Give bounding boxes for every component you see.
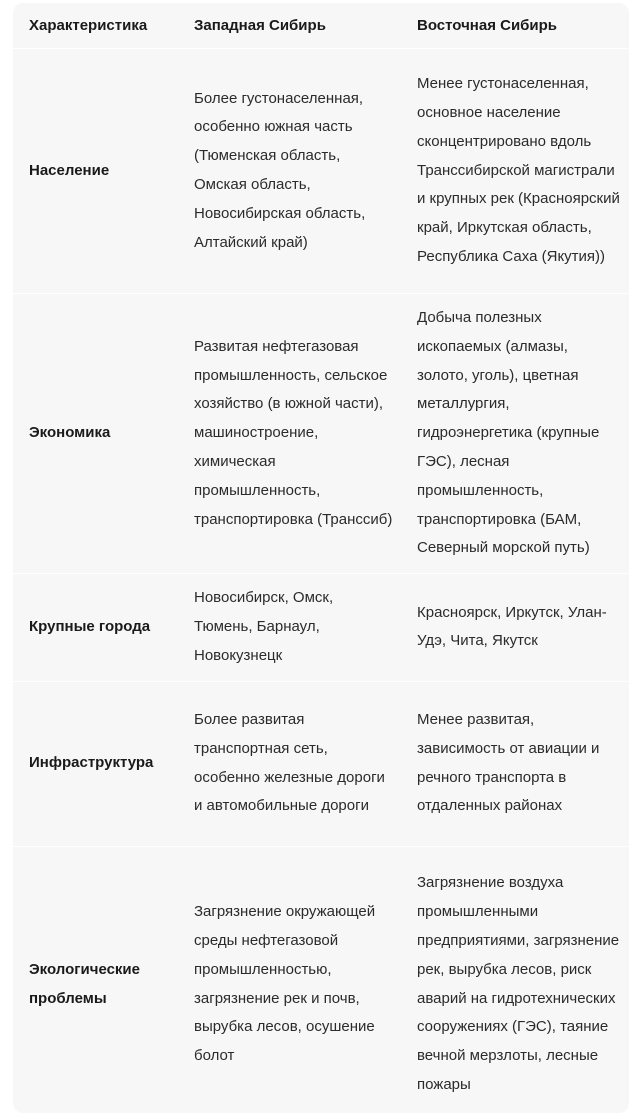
table-row: [13, 574, 629, 681]
row-west-value: Более развитая транспортная сеть, особенно железные дороги и автомобильные дороги: [178, 681, 401, 846]
table-row: [13, 846, 629, 1113]
row-east-value: Менее развитая, зависимость от авиации и речного транспорта в отдаленных районах: [401, 681, 629, 846]
row-characteristic: Инфраструктура: [13, 681, 178, 846]
row-characteristic: Крупные города: [13, 574, 178, 681]
row-east-value: Добыча полезных ископаемых (алмазы, золото, уголь), цветная металлургия, гидроэнергетика (крупные ГЭС), лесная промышленность, транспортировка (БАМ, Северный морской путь): [401, 294, 629, 574]
row-east-value: Менее густонаселенная, основное население сконцентрировано вдоль Транссибирской магистрали и крупных рек (Красноярский край, Иркутская область, Республика Саха (Якутия)): [401, 49, 629, 294]
comparison-table-container: [13, 3, 629, 1113]
table-header-row: [13, 3, 629, 49]
row-west-value: Развитая нефтегазовая промышленность, сельское хозяйство (в южной части), машиностроение, химическая промышленность, транспортировка (Транссиб): [178, 294, 401, 574]
row-characteristic: Население: [13, 49, 178, 294]
header-west-siberia: Западная Сибирь: [194, 17, 326, 34]
header-characteristic: Характеристика: [29, 17, 148, 34]
table-row: [13, 681, 629, 846]
row-west-value: Новосибирск, Омск, Тюмень, Барнаул, Новокузнецк: [178, 574, 401, 681]
row-characteristic: Экологические проблемы: [13, 846, 178, 1113]
row-east-value: Красноярск, Иркутск, Улан-Удэ, Чита, Якутск: [401, 574, 629, 681]
header-east-siberia: Восточная Сибирь: [417, 17, 558, 34]
table-row: [13, 294, 629, 574]
row-characteristic: Экономика: [13, 294, 178, 574]
row-west-value: Более густонаселенная, особенно южная часть (Тюменская область, Омская область, Новосибирская область, Алтайский край): [178, 49, 401, 294]
row-west-value: Загрязнение окружающей среды нефтегазовой промышленностью, загрязнение рек и почв, вырубка лесов, осушение болот: [178, 846, 401, 1113]
row-east-value: Загрязнение воздуха промышленными предприятиями, загрязнение рек, вырубка лесов, риск аварий на гидротехнических сооружениях (ГЭС), таяние вечной мерзлоты, лесные пожары: [401, 846, 629, 1113]
comparison-table: [13, 3, 629, 1113]
table-row: [13, 49, 629, 294]
